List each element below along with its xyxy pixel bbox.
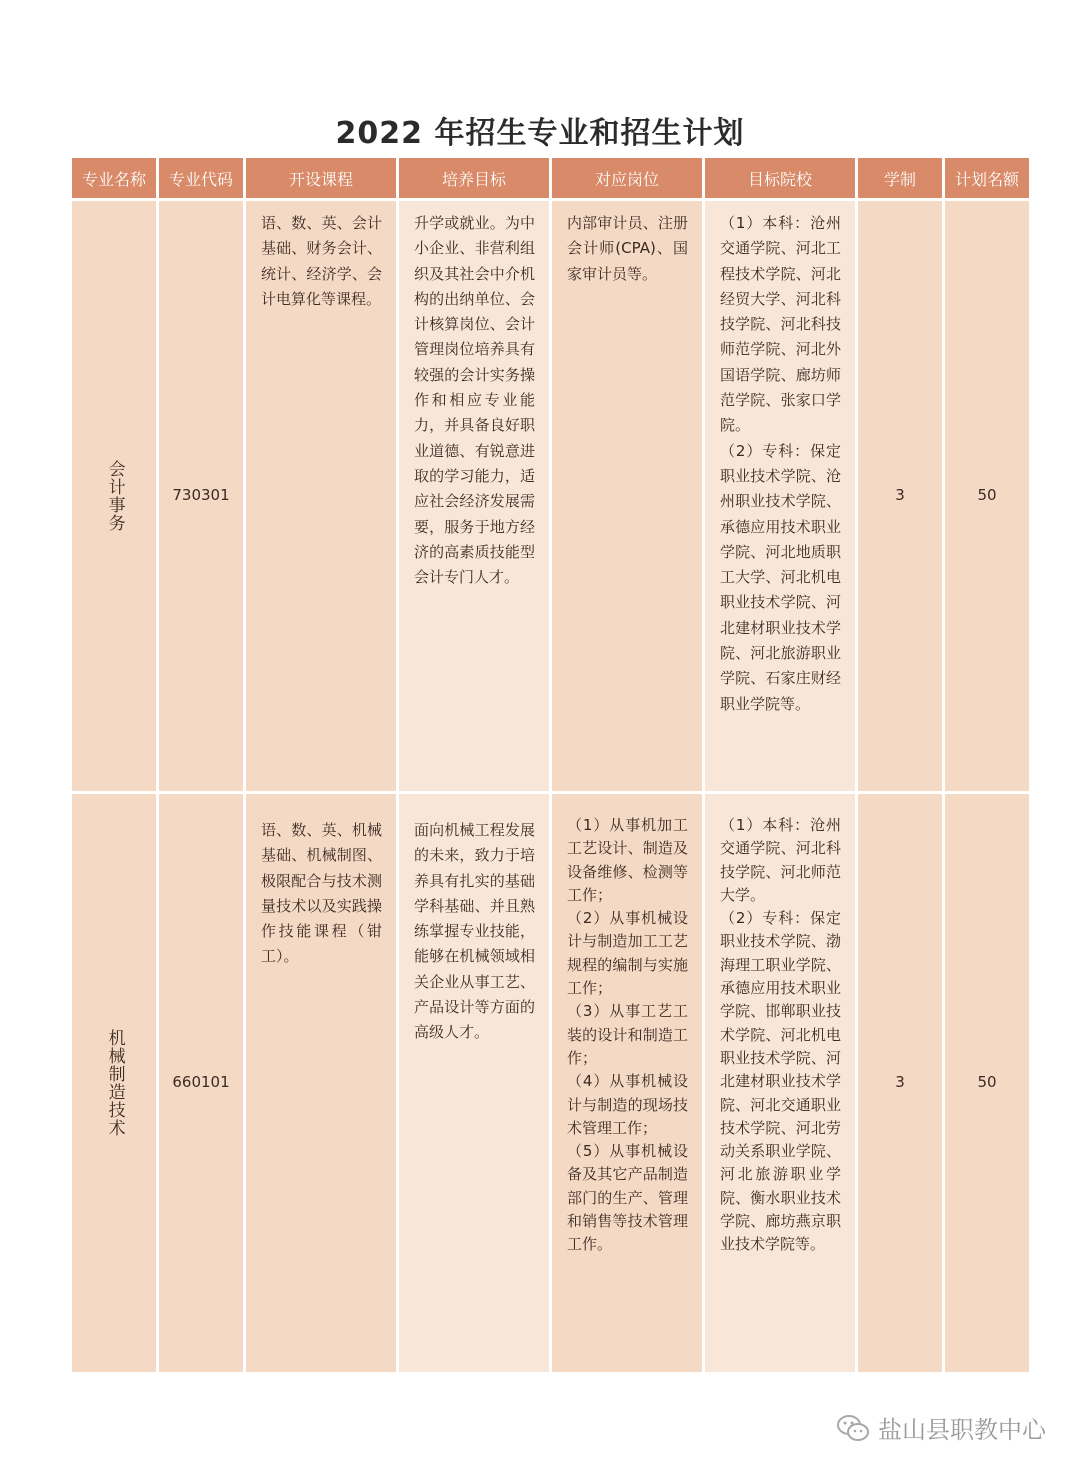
wechat-icon [836,1413,870,1443]
school-group: （1）本科：沧州交通学院、河北工程技术学院、河北经贸大学、河北科技学院、河北科技师范学院、河北外国语学院、廊坊师范学院、张家口学院。 [720,214,841,435]
row2-posts [552,794,702,1372]
row1-schools [705,201,855,791]
header-goal: 培养目标 [399,158,549,198]
post-item: 内部审计员、注册会计师(CPA)、国家审计员等。 [567,214,688,283]
row2-major-name [72,794,156,1372]
header-major-code: 专业代码 [159,158,243,198]
row2-schools [705,794,855,1372]
account-name: 盐山县职教中心 [878,1416,1046,1444]
school-group: （2）专科：保定职业技术学院、沧州职业技术学院、承德应用技术职业学院、河北地质职工大学、河北机电职业技术学院、河北建材职业技术学院、河北旅游职业学院、石家庄财经职业学院等。 [720,441,841,713]
header-courses: 开设课程 [246,158,396,198]
row2-courses: 语、数、英、机械基础、机械制图、极限配合与技术测量技术以及实践操作技能课程（钳工）。 [246,794,396,1372]
post-item: （5）从事机械设备及其它产品制造部门的生产、管理和销售等技术管理工作。 [567,1142,688,1254]
row2-quota: 50 [945,794,1029,1372]
header-quota: 计划名额 [945,158,1029,198]
row1-quota: 50 [945,201,1029,791]
row1-posts [552,201,702,791]
post-item: （2）从事机械设计与制造加工工艺规程的编制与实施工作； [567,909,688,998]
school-group: （1）本科：沧州交通学院、河北科技学院、河北师范大学。 [720,816,841,904]
row1-years: 3 [858,201,942,791]
header-major-name: 专业名称 [72,158,156,198]
wechat-watermark [836,1410,1046,1445]
post-item: （1）从事机加工工艺设计、制造及设备维修、检测等工作； [567,816,688,904]
header-schools: 目标院校 [705,158,855,198]
row1-major-code: 730301 [159,201,243,791]
row2-major-code: 660101 [159,794,243,1372]
enrollment-table [72,158,1019,1370]
page-title: 2022 年招生专业和招生计划 [335,116,745,151]
post-item: （4）从事机械设计与制造的现场技术管理工作； [567,1072,688,1137]
row1-major-name [72,201,156,791]
row1-goal: 升学或就业。为中小企业、非营利组织及其社会中介机构的出纳单位、会计核算岗位、会计管理岗位培养具有较强的会计实务操作和相应专业能力，并具备良好职业道德、有锐意进取的学习能力，适应社会经济发展需要，服务于地方经济的高素质技能型会计专门人才。 [399,201,549,791]
row2-years: 3 [858,794,942,1372]
header-years: 学制 [858,158,942,198]
major-name-text: 会计事务 [104,460,125,532]
post-item: （3）从事工艺工装的设计和制造工作； [567,1002,688,1067]
row2-goal: 面向机械工程发展的未来，致力于培养具有扎实的基础学科基础、并且熟练掌握专业技能，能够在机械领域相关企业从事工艺、产品设计等方面的高级人才。 [399,794,549,1372]
school-group: （2）专科：保定职业技术学院、渤海理工职业学院、承德应用技术职业学院、邯郸职业技术学院、河北机电职业技术学院、河北建材职业技术学院、河北交通职业技术学院、河北劳动关系职业学院、河北旅游职业学院、衡水职业技术学院、廊坊燕京职业技术学院等。 [720,909,841,1254]
row1-courses: 语、数、英、会计基础、财务会计、统计、经济学、会计电算化等课程。 [246,201,396,791]
major-name-text: 机械制造技术 [104,1029,125,1137]
header-posts: 对应岗位 [552,158,702,198]
